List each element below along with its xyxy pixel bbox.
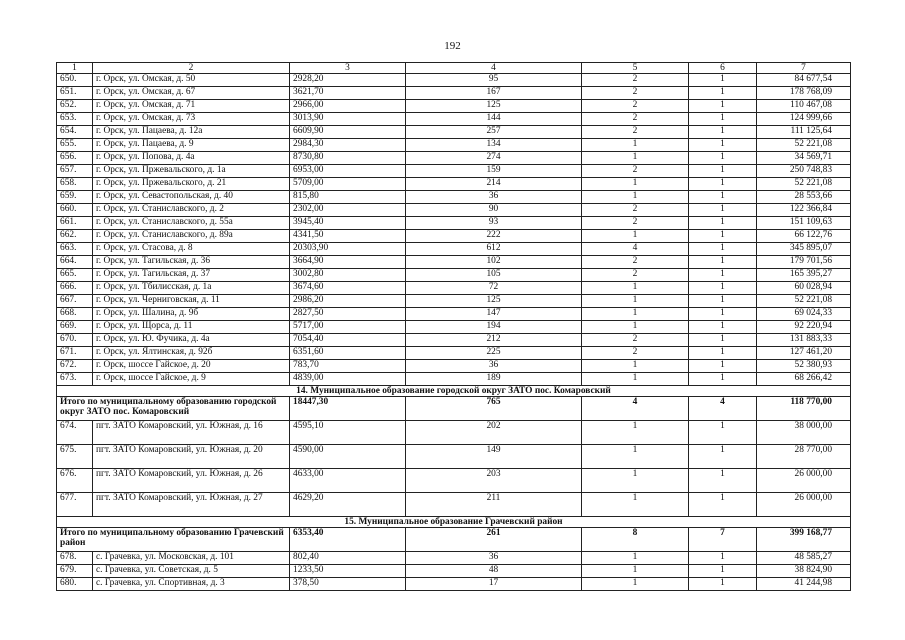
table-cell: г. Орск, ул. Стасова, д. 8 [93, 243, 290, 256]
table-cell: 3664,90 [290, 256, 406, 269]
table-cell: 658. [57, 178, 93, 191]
table-cell: 38 824,90 [757, 565, 851, 578]
table-cell: 655. [57, 139, 93, 152]
table-row [57, 256, 851, 269]
section-title-row [57, 517, 851, 528]
table-cell: г. Орск, ул. Пржевальского, д. 21 [93, 178, 290, 191]
table-cell: 657. [57, 165, 93, 178]
table-cell: 257 [406, 126, 582, 139]
total-cell: 6353,40 [290, 528, 406, 552]
table-cell: 679. [57, 565, 93, 578]
table-cell: 214 [406, 178, 582, 191]
table-row [57, 421, 851, 445]
table-cell: 650. [57, 74, 93, 87]
table-cell: г. Орск, ул. Ю. Фучика, д. 4а [93, 334, 290, 347]
table-cell: 673. [57, 373, 93, 386]
table-cell: 93 [406, 217, 582, 230]
table-cell: 1 [689, 191, 757, 204]
table-row [57, 165, 851, 178]
table-cell: с. Грачевка, ул. Советская, д. 5 [93, 565, 290, 578]
total-cell: 399 168,77 [757, 528, 851, 552]
table-cell: г. Орск, ул. Станиславского, д. 55а [93, 217, 290, 230]
table-cell: с. Грачевка, ул. Московская, д. 101 [93, 552, 290, 565]
table-cell: 667. [57, 295, 93, 308]
table-cell: 1 [582, 421, 689, 445]
table-cell: 165 395,27 [757, 269, 851, 282]
table-cell: г. Орск, ул. Пржевальского, д. 1а [93, 165, 290, 178]
table-cell: 1 [689, 126, 757, 139]
table-cell: 2302,00 [290, 204, 406, 217]
table-cell: 1 [689, 230, 757, 243]
table-cell: 38 000,00 [757, 421, 851, 445]
section-title: 15. Муниципальное образование Грачевский район [57, 517, 851, 528]
table-cell: 1 [582, 139, 689, 152]
table-cell: 127 461,20 [757, 347, 851, 360]
table-row [57, 191, 851, 204]
total-row [57, 397, 851, 421]
table-cell: г. Орск, ул. Пацаева, д. 9 [93, 139, 290, 152]
table-row [57, 74, 851, 87]
table-cell: 144 [406, 113, 582, 126]
table-cell: 671. [57, 347, 93, 360]
table-cell: 680. [57, 578, 93, 591]
table-cell: 167 [406, 87, 582, 100]
table-cell: 1 [582, 178, 689, 191]
table-cell: 1 [689, 178, 757, 191]
table-cell: 2966,00 [290, 100, 406, 113]
table-cell: 60 028,94 [757, 282, 851, 295]
table-cell: 102 [406, 256, 582, 269]
table-cell: 151 109,63 [757, 217, 851, 230]
section-title: 14. Муниципальное образование городской округ ЗАТО пос. Комаровский [57, 386, 851, 397]
table-cell: 670. [57, 334, 93, 347]
table-cell: пгт. ЗАТО Комаровский, ул. Южная, д. 26 [93, 469, 290, 493]
table-cell: 28 553,66 [757, 191, 851, 204]
table-cell: 41 244,98 [757, 578, 851, 591]
table-cell: 1 [689, 87, 757, 100]
table-cell: г. Орск, ул. Станиславского, д. 2 [93, 204, 290, 217]
table-cell: 147 [406, 308, 582, 321]
table-cell: 1 [582, 445, 689, 469]
table-cell: 665. [57, 269, 93, 282]
table-cell: 2827,50 [290, 308, 406, 321]
table-cell: 179 701,56 [757, 256, 851, 269]
table-row [57, 87, 851, 100]
table-cell: 4629,20 [290, 493, 406, 517]
table-cell: 52 380,93 [757, 360, 851, 373]
column-header: 3 [290, 63, 406, 74]
table-cell: 1 [689, 100, 757, 113]
table-cell: 2 [582, 113, 689, 126]
table-cell: 2 [582, 204, 689, 217]
table-cell: 1 [582, 230, 689, 243]
table-row [57, 139, 851, 152]
table-cell: 1 [689, 308, 757, 321]
table-cell: 2984,30 [290, 139, 406, 152]
table-row [57, 469, 851, 493]
table-cell: 125 [406, 100, 582, 113]
table-cell: с. Грачевка, ул. Спортивная, д. 3 [93, 578, 290, 591]
total-cell: 4 [582, 397, 689, 421]
table-cell: пгт. ЗАТО Комаровский, ул. Южная, д. 16 [93, 421, 290, 445]
table-cell: 1 [689, 243, 757, 256]
table-cell: 4633,00 [290, 469, 406, 493]
total-cell: 4 [689, 397, 757, 421]
table-cell: 149 [406, 445, 582, 469]
table-cell: 1 [689, 113, 757, 126]
table-cell: 666. [57, 282, 93, 295]
table-cell: г. Орск, ул. Омская, д. 73 [93, 113, 290, 126]
table-cell: 1 [582, 578, 689, 591]
table-cell: 668. [57, 308, 93, 321]
table-cell: 92 220,94 [757, 321, 851, 334]
total-cell: 8 [582, 528, 689, 552]
table-cell: 2928,20 [290, 74, 406, 87]
table-cell: г. Орск, ул. Тагильская, д. 37 [93, 269, 290, 282]
table-cell: 378,50 [290, 578, 406, 591]
table-cell: 1 [689, 421, 757, 445]
table-row [57, 204, 851, 217]
table-cell: 672. [57, 360, 93, 373]
table-row [57, 126, 851, 139]
column-header-row [57, 63, 851, 74]
table-cell: 1 [582, 360, 689, 373]
table-cell: 52 221,08 [757, 295, 851, 308]
table-cell: 3013,90 [290, 113, 406, 126]
table-cell: 1 [582, 321, 689, 334]
table-cell: 36 [406, 191, 582, 204]
table-cell: 28 770,00 [757, 445, 851, 469]
table-cell: 203 [406, 469, 582, 493]
table-row [57, 178, 851, 191]
table-cell: 1 [689, 321, 757, 334]
table-cell: 1 [689, 360, 757, 373]
table-cell: 2 [582, 256, 689, 269]
table-cell: 2 [582, 165, 689, 178]
table-cell: 1 [689, 217, 757, 230]
table-row [57, 578, 851, 591]
table-row [57, 243, 851, 256]
table-cell: 5709,00 [290, 178, 406, 191]
table-cell: 3945,40 [290, 217, 406, 230]
total-row [57, 528, 851, 552]
table-row [57, 360, 851, 373]
table-cell: 1 [582, 308, 689, 321]
table-row [57, 152, 851, 165]
table-cell: 131 883,33 [757, 334, 851, 347]
table-cell: 1 [582, 282, 689, 295]
table-cell: 1 [582, 191, 689, 204]
table-cell: 20303,90 [290, 243, 406, 256]
table-row [57, 282, 851, 295]
table-cell: 1 [582, 565, 689, 578]
table-cell: 72 [406, 282, 582, 295]
table-cell: 651. [57, 87, 93, 100]
table-cell: г. Орск, ул. Омская, д. 50 [93, 74, 290, 87]
table-cell: 250 748,83 [757, 165, 851, 178]
table-cell: 3002,80 [290, 269, 406, 282]
table-cell: 1 [689, 552, 757, 565]
table-cell: г. Орск, ул. Тагильская, д. 36 [93, 256, 290, 269]
table-cell: 6609,90 [290, 126, 406, 139]
table-cell: 274 [406, 152, 582, 165]
table-cell: 1 [689, 282, 757, 295]
column-header: 6 [689, 63, 757, 74]
table-cell: 52 221,08 [757, 178, 851, 191]
table-cell: 659. [57, 191, 93, 204]
table-cell: 111 125,64 [757, 126, 851, 139]
table-cell: 212 [406, 334, 582, 347]
table-cell: 8730,80 [290, 152, 406, 165]
table-cell: 1 [689, 165, 757, 178]
table-cell: 202 [406, 421, 582, 445]
table-cell: 3621,70 [290, 87, 406, 100]
total-cell: 18447,30 [290, 397, 406, 421]
table-cell: г. Орск, ул. Черниговская, д. 11 [93, 295, 290, 308]
table-cell: 783,70 [290, 360, 406, 373]
table-cell: 17 [406, 578, 582, 591]
table-cell: 669. [57, 321, 93, 334]
table-row [57, 334, 851, 347]
column-header: 5 [582, 63, 689, 74]
buildings-table [56, 62, 851, 591]
table-cell: 48 [406, 565, 582, 578]
table-cell: 1 [689, 74, 757, 87]
table-cell: 189 [406, 373, 582, 386]
table-cell: 1 [689, 204, 757, 217]
table-row [57, 113, 851, 126]
table-cell: 1 [689, 565, 757, 578]
table-cell: г. Орск, шоссе Гайское, д. 9 [93, 373, 290, 386]
table-cell: г. Орск, ул. Ялтинская, д. 92б [93, 347, 290, 360]
table-cell: 1 [689, 373, 757, 386]
table-cell: 1 [582, 552, 689, 565]
table-cell: 2 [582, 217, 689, 230]
table-cell: 1 [689, 445, 757, 469]
table-cell: 90 [406, 204, 582, 217]
table-cell: 2 [582, 74, 689, 87]
table-cell: 677. [57, 493, 93, 517]
column-header: 7 [757, 63, 851, 74]
table-cell: 124 999,66 [757, 113, 851, 126]
total-cell: 7 [689, 528, 757, 552]
table-cell: 1 [582, 295, 689, 308]
table-cell: 52 221,08 [757, 139, 851, 152]
table-cell: 1 [689, 493, 757, 517]
table-cell: 661. [57, 217, 93, 230]
table-cell: 1233,50 [290, 565, 406, 578]
table-cell: 4590,00 [290, 445, 406, 469]
table-cell: 48 585,27 [757, 552, 851, 565]
table-cell: г. Орск, ул. Попова, д. 4а [93, 152, 290, 165]
table-cell: г. Орск, ул. Шалина, д. 9б [93, 308, 290, 321]
table-cell: 1 [582, 493, 689, 517]
table-cell: 660. [57, 204, 93, 217]
column-header: 2 [93, 63, 290, 74]
total-cell: 765 [406, 397, 582, 421]
table-cell: 3674,60 [290, 282, 406, 295]
table-cell: 662. [57, 230, 93, 243]
table-cell: 4341,50 [290, 230, 406, 243]
table-cell: 1 [689, 334, 757, 347]
table-cell: 2 [582, 126, 689, 139]
table-cell: 656. [57, 152, 93, 165]
table-cell: 6953,00 [290, 165, 406, 178]
total-label: Итого по муниципальному образованию городской округ ЗАТО пос. Комаровский [57, 397, 290, 421]
table-cell: г. Орск, ул. Тбилисская, д. 1а [93, 282, 290, 295]
table-cell: 225 [406, 347, 582, 360]
table-cell: г. Орск, ул. Омская, д. 67 [93, 87, 290, 100]
table-cell: 2 [582, 347, 689, 360]
table-cell: 2986,20 [290, 295, 406, 308]
table-cell: г. Орск, ул. Щорса, д. 11 [93, 321, 290, 334]
total-cell: 261 [406, 528, 582, 552]
table-cell: 1 [582, 152, 689, 165]
table-row [57, 373, 851, 386]
table-row [57, 552, 851, 565]
table-cell: 678. [57, 552, 93, 565]
table-cell: 674. [57, 421, 93, 445]
table-row [57, 295, 851, 308]
table-cell: 2 [582, 100, 689, 113]
table-cell: 95 [406, 74, 582, 87]
table-cell: 26 000,00 [757, 493, 851, 517]
table-cell: 194 [406, 321, 582, 334]
table-cell: 2 [582, 269, 689, 282]
table-cell: 1 [689, 269, 757, 282]
table-cell: 675. [57, 445, 93, 469]
table-row [57, 493, 851, 517]
table-cell: 802,40 [290, 552, 406, 565]
table-cell: 653. [57, 113, 93, 126]
table-row [57, 269, 851, 282]
table-cell: 652. [57, 100, 93, 113]
total-label: Итого по муниципальному образованию Грачевский район [57, 528, 290, 552]
table-cell: 345 895,07 [757, 243, 851, 256]
table-cell: 663. [57, 243, 93, 256]
table-cell: 4595,10 [290, 421, 406, 445]
table-cell: пгт. ЗАТО Комаровский, ул. Южная, д. 20 [93, 445, 290, 469]
table-cell: 5717,00 [290, 321, 406, 334]
table-cell: г. Орск, ул. Севастопольская, д. 40 [93, 191, 290, 204]
table-cell: 34 569,71 [757, 152, 851, 165]
table-row [57, 321, 851, 334]
table-row [57, 230, 851, 243]
table-cell: 7054,40 [290, 334, 406, 347]
table-cell: 26 000,00 [757, 469, 851, 493]
table-cell: 2 [582, 87, 689, 100]
table-cell: 36 [406, 552, 582, 565]
table-cell: 84 677,54 [757, 74, 851, 87]
table-cell: 36 [406, 360, 582, 373]
table-cell: 211 [406, 493, 582, 517]
section-title-row [57, 386, 851, 397]
table-row [57, 565, 851, 578]
column-header: 4 [406, 63, 582, 74]
table-cell: 4839,00 [290, 373, 406, 386]
total-cell: 118 770,00 [757, 397, 851, 421]
table-cell: 134 [406, 139, 582, 152]
table-cell: 68 266,42 [757, 373, 851, 386]
table-row [57, 308, 851, 321]
page-number: 192 [444, 40, 461, 52]
table-row [57, 100, 851, 113]
table-row [57, 445, 851, 469]
table-cell: 222 [406, 230, 582, 243]
table-cell: 2 [582, 334, 689, 347]
table-cell: 676. [57, 469, 93, 493]
table-cell: 1 [689, 152, 757, 165]
table-cell: 654. [57, 126, 93, 139]
table-row [57, 217, 851, 230]
table-cell: 178 768,09 [757, 87, 851, 100]
column-header: 1 [57, 63, 93, 74]
table-cell: г. Орск, шоссе Гайское, д. 20 [93, 360, 290, 373]
table-cell: 1 [689, 295, 757, 308]
table-cell: г. Орск, ул. Омская, д. 71 [93, 100, 290, 113]
table-cell: 1 [689, 139, 757, 152]
table-cell: 612 [406, 243, 582, 256]
table-cell: 6351,60 [290, 347, 406, 360]
table-cell: 1 [689, 578, 757, 591]
table-cell: 125 [406, 295, 582, 308]
table-row [57, 347, 851, 360]
table-cell: 815,80 [290, 191, 406, 204]
table-cell: 110 467,08 [757, 100, 851, 113]
table-cell: 4 [582, 243, 689, 256]
table-cell: 1 [689, 256, 757, 269]
table-cell: г. Орск, ул. Пацаева, д. 12а [93, 126, 290, 139]
table-cell: 664. [57, 256, 93, 269]
table-cell: г. Орск, ул. Станиславского, д. 89а [93, 230, 290, 243]
table-cell: 122 366,84 [757, 204, 851, 217]
table-cell: 159 [406, 165, 582, 178]
table-cell: пгт. ЗАТО Комаровский, ул. Южная, д. 27 [93, 493, 290, 517]
table-cell: 1 [689, 347, 757, 360]
table-cell: 1 [582, 373, 689, 386]
table-cell: 105 [406, 269, 582, 282]
table-cell: 69 024,33 [757, 308, 851, 321]
table-cell: 66 122,76 [757, 230, 851, 243]
table-cell: 1 [689, 469, 757, 493]
table-cell: 1 [582, 469, 689, 493]
